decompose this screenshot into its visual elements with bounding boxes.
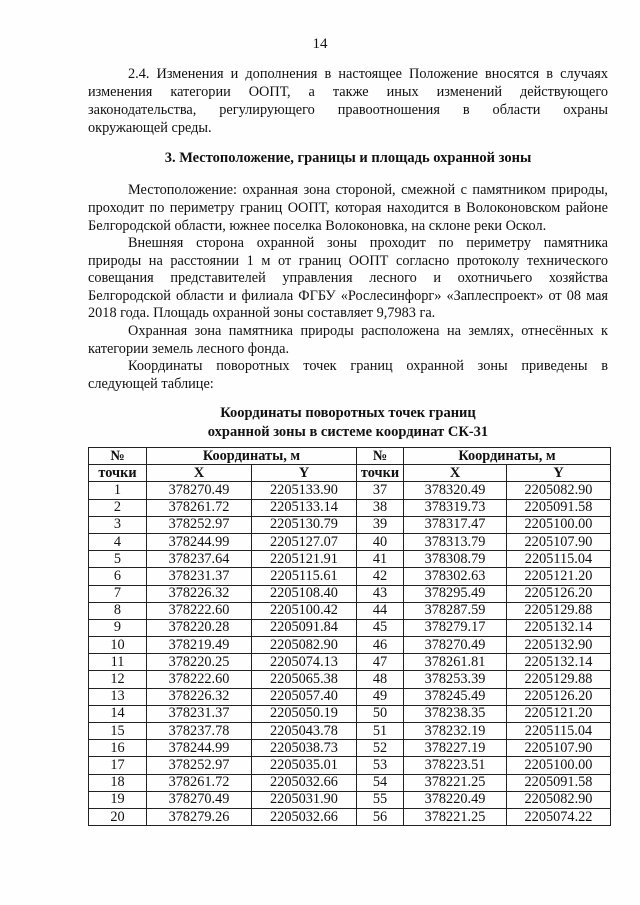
point-number-cell: 55 xyxy=(357,791,404,808)
table-row xyxy=(89,637,611,654)
table-row xyxy=(89,585,611,602)
x-cell: 378320.49 xyxy=(404,482,507,499)
table-row xyxy=(89,482,611,499)
table-row xyxy=(89,516,611,533)
paragraph-line: Белгородской области, южнее поселка Волоконовка, на склоне реки Оскол. xyxy=(88,218,547,234)
point-number-cell: 11 xyxy=(89,654,147,671)
point-number-cell: 52 xyxy=(357,740,404,757)
x-cell: 378317.47 xyxy=(404,516,507,533)
y-cell: 2205132.14 xyxy=(507,654,611,671)
x-cell: 378244.99 xyxy=(147,740,252,757)
y-cell: 2205129.88 xyxy=(507,602,611,619)
point-number-cell: 51 xyxy=(357,723,404,740)
x-cell: 378302.63 xyxy=(404,568,507,585)
header-y: Y xyxy=(252,465,357,482)
y-cell: 2205065.38 xyxy=(252,671,357,688)
x-cell: 378232.19 xyxy=(404,723,507,740)
point-number-cell: 8 xyxy=(89,602,147,619)
y-cell: 2205100.42 xyxy=(252,602,357,619)
page-number: 14 xyxy=(312,36,328,52)
x-cell: 378238.35 xyxy=(404,705,507,722)
y-cell: 2205121.91 xyxy=(252,551,357,568)
y-cell: 2205100.00 xyxy=(507,516,611,533)
y-cell: 2205133.90 xyxy=(252,482,357,499)
x-cell: 378221.25 xyxy=(404,774,507,791)
y-cell: 2205032.66 xyxy=(252,808,357,825)
x-cell: 378252.97 xyxy=(147,516,252,533)
point-number-cell: 1 xyxy=(89,482,147,499)
point-number-cell: 4 xyxy=(89,533,147,550)
paragraph-line: следующей таблице: xyxy=(88,376,214,392)
y-cell: 2205043.78 xyxy=(252,723,357,740)
point-number-cell: 56 xyxy=(357,808,404,825)
section-3-heading: 3. Местоположение, границы и площадь охранной зоны xyxy=(164,150,532,166)
point-number-cell: 14 xyxy=(89,705,147,722)
y-cell: 2205082.90 xyxy=(507,482,611,499)
x-cell: 378221.25 xyxy=(404,808,507,825)
point-number-cell: 40 xyxy=(357,533,404,550)
point-number-cell: 5 xyxy=(89,551,147,568)
x-cell: 378270.49 xyxy=(147,791,252,808)
x-cell: 378295.49 xyxy=(404,585,507,602)
point-number-cell: 37 xyxy=(357,482,404,499)
point-number-cell: 6 xyxy=(89,568,147,585)
y-cell: 2205129.88 xyxy=(507,671,611,688)
x-cell: 378245.49 xyxy=(404,688,507,705)
point-number-cell: 53 xyxy=(357,757,404,774)
point-number-cell: 7 xyxy=(89,585,147,602)
x-cell: 378261.72 xyxy=(147,774,252,791)
point-number-cell: 50 xyxy=(357,705,404,722)
point-number-cell: 16 xyxy=(89,740,147,757)
y-cell: 2205121.20 xyxy=(507,568,611,585)
point-number-cell: 42 xyxy=(357,568,404,585)
point-number-cell: 43 xyxy=(357,585,404,602)
table-row xyxy=(89,533,611,550)
paragraph-line: Белгородской области и филиала ФГБУ «Рослесинфорг» «Заплеспроект» от 08 мая xyxy=(88,288,608,304)
y-cell: 2205082.90 xyxy=(252,637,357,654)
y-cell: 2205115.04 xyxy=(507,551,611,568)
point-number-cell: 10 xyxy=(89,637,147,654)
x-cell: 378287.59 xyxy=(404,602,507,619)
table-title-line: Координаты поворотных точек границ xyxy=(220,405,476,421)
table-row xyxy=(89,808,611,825)
x-cell: 378279.26 xyxy=(147,808,252,825)
table-row xyxy=(89,774,611,791)
table-row xyxy=(89,568,611,585)
table-row xyxy=(89,499,611,516)
x-cell: 378261.72 xyxy=(147,499,252,516)
header-coords: Координаты, м xyxy=(147,448,357,465)
y-cell: 2205074.22 xyxy=(507,808,611,825)
y-cell: 2205038.73 xyxy=(252,740,357,757)
y-cell: 2205133.14 xyxy=(252,499,357,516)
y-cell: 2205132.14 xyxy=(507,619,611,636)
x-cell: 378227.19 xyxy=(404,740,507,757)
coordinates-table xyxy=(88,447,611,826)
table-row xyxy=(89,551,611,568)
table-row xyxy=(89,705,611,722)
y-cell: 2205091.58 xyxy=(507,499,611,516)
point-number-cell: 38 xyxy=(357,499,404,516)
paragraph-line: законодательства, регулирующего правоотношения в области охраны xyxy=(88,102,608,118)
table-row xyxy=(89,602,611,619)
x-cell: 378252.97 xyxy=(147,757,252,774)
header-y: Y xyxy=(507,465,611,482)
x-cell: 378308.79 xyxy=(404,551,507,568)
header-x: X xyxy=(147,465,252,482)
point-number-cell: 46 xyxy=(357,637,404,654)
header-point: точки xyxy=(357,465,404,482)
y-cell: 2205132.90 xyxy=(507,637,611,654)
point-number-cell: 13 xyxy=(89,688,147,705)
point-number-cell: 3 xyxy=(89,516,147,533)
x-cell: 378261.81 xyxy=(404,654,507,671)
y-cell: 2205057.40 xyxy=(252,688,357,705)
y-cell: 2205107.90 xyxy=(507,740,611,757)
point-number-cell: 39 xyxy=(357,516,404,533)
paragraph-line: изменения категории ООПТ, а также иных изменений действующего xyxy=(88,84,608,100)
point-number-cell: 20 xyxy=(89,808,147,825)
y-cell: 2205115.61 xyxy=(252,568,357,585)
paragraph-line: окружающей среды. xyxy=(88,120,212,136)
point-number-cell: 19 xyxy=(89,791,147,808)
paragraph-line: природы на расстоянии 1 м от границ ООПТ согласно протоколу технического xyxy=(88,253,608,269)
x-cell: 378279.17 xyxy=(404,619,507,636)
x-cell: 378270.49 xyxy=(404,637,507,654)
y-cell: 2205082.90 xyxy=(507,791,611,808)
table-title xyxy=(88,404,608,442)
paragraph-line: совещания представителей управления лесного и охотничьего хозяйства xyxy=(88,270,608,286)
point-number-cell: 48 xyxy=(357,671,404,688)
point-number-cell: 49 xyxy=(357,688,404,705)
x-cell: 378226.32 xyxy=(147,585,252,602)
y-cell: 2205130.79 xyxy=(252,516,357,533)
y-cell: 2205100.00 xyxy=(507,757,611,774)
x-cell: 378231.37 xyxy=(147,568,252,585)
paragraph-line: Охранная зона памятника природы расположена на землях, отнесённых к xyxy=(128,323,608,339)
x-cell: 378220.25 xyxy=(147,654,252,671)
y-cell: 2205126.20 xyxy=(507,585,611,602)
y-cell: 2205108.40 xyxy=(252,585,357,602)
x-cell: 378220.28 xyxy=(147,619,252,636)
y-cell: 2205126.20 xyxy=(507,688,611,705)
y-cell: 2205032.66 xyxy=(252,774,357,791)
table-row xyxy=(89,791,611,808)
x-cell: 378226.32 xyxy=(147,688,252,705)
y-cell: 2205091.58 xyxy=(507,774,611,791)
paragraph-line: Местоположение: охранная зона стороной, смежной с памятником природы, xyxy=(128,182,608,198)
x-cell: 378220.49 xyxy=(404,791,507,808)
point-number-cell: 9 xyxy=(89,619,147,636)
paragraph-line: категории земель лесного фонда. xyxy=(88,341,290,357)
y-cell: 2205091.84 xyxy=(252,619,357,636)
x-cell: 378223.51 xyxy=(404,757,507,774)
point-number-cell: 44 xyxy=(357,602,404,619)
header-no: № xyxy=(89,448,147,465)
y-cell: 2205050.19 xyxy=(252,705,357,722)
paragraph-line: проходит по периметру границ ООПТ, которая находится в Волоконовском районе xyxy=(88,200,608,216)
x-cell: 378231.37 xyxy=(147,705,252,722)
table-row xyxy=(89,619,611,636)
y-cell: 2205035.01 xyxy=(252,757,357,774)
x-cell: 378222.60 xyxy=(147,602,252,619)
table-row xyxy=(89,740,611,757)
x-cell: 378222.60 xyxy=(147,671,252,688)
point-number-cell: 12 xyxy=(89,671,147,688)
table-row xyxy=(89,654,611,671)
table-row xyxy=(89,723,611,740)
x-cell: 378219.49 xyxy=(147,637,252,654)
x-cell: 378253.39 xyxy=(404,671,507,688)
table-title-line: охранной зоны в системе координат СК-31 xyxy=(207,424,489,440)
header-point: точки xyxy=(89,465,147,482)
point-number-cell: 18 xyxy=(89,774,147,791)
point-number-cell: 15 xyxy=(89,723,147,740)
paragraph-line: Внешняя сторона охранной зоны проходит по периметру памятника xyxy=(128,235,608,251)
header-coords: Координаты, м xyxy=(404,448,611,465)
header-no: № xyxy=(357,448,404,465)
x-cell: 378237.78 xyxy=(147,723,252,740)
paragraph-line: Координаты поворотных точек границ охранной зоны приведены в xyxy=(128,358,608,374)
table-row xyxy=(89,671,611,688)
point-number-cell: 41 xyxy=(357,551,404,568)
x-cell: 378270.49 xyxy=(147,482,252,499)
x-cell: 378244.99 xyxy=(147,533,252,550)
table-row xyxy=(89,688,611,705)
y-cell: 2205074.13 xyxy=(252,654,357,671)
table-header-row xyxy=(89,448,611,465)
point-number-cell: 45 xyxy=(357,619,404,636)
point-number-cell: 2 xyxy=(89,499,147,516)
y-cell: 2205121.20 xyxy=(507,705,611,722)
y-cell: 2205031.90 xyxy=(252,791,357,808)
y-cell: 2205115.04 xyxy=(507,723,611,740)
table-subheader-row xyxy=(89,465,611,482)
x-cell: 378313.79 xyxy=(404,533,507,550)
table-row xyxy=(89,757,611,774)
point-number-cell: 17 xyxy=(89,757,147,774)
y-cell: 2205127.07 xyxy=(252,533,357,550)
y-cell: 2205107.90 xyxy=(507,533,611,550)
paragraph-line: 2.4. Изменения и дополнения в настоящее Положение вносятся в случаях xyxy=(128,66,608,82)
point-number-cell: 47 xyxy=(357,654,404,671)
table-body xyxy=(89,482,611,826)
x-cell: 378319.73 xyxy=(404,499,507,516)
header-x: X xyxy=(404,465,507,482)
paragraph-line: 2018 года. Площадь охранной зоны составляет 9,7983 га. xyxy=(88,305,436,321)
x-cell: 378237.64 xyxy=(147,551,252,568)
point-number-cell: 54 xyxy=(357,774,404,791)
